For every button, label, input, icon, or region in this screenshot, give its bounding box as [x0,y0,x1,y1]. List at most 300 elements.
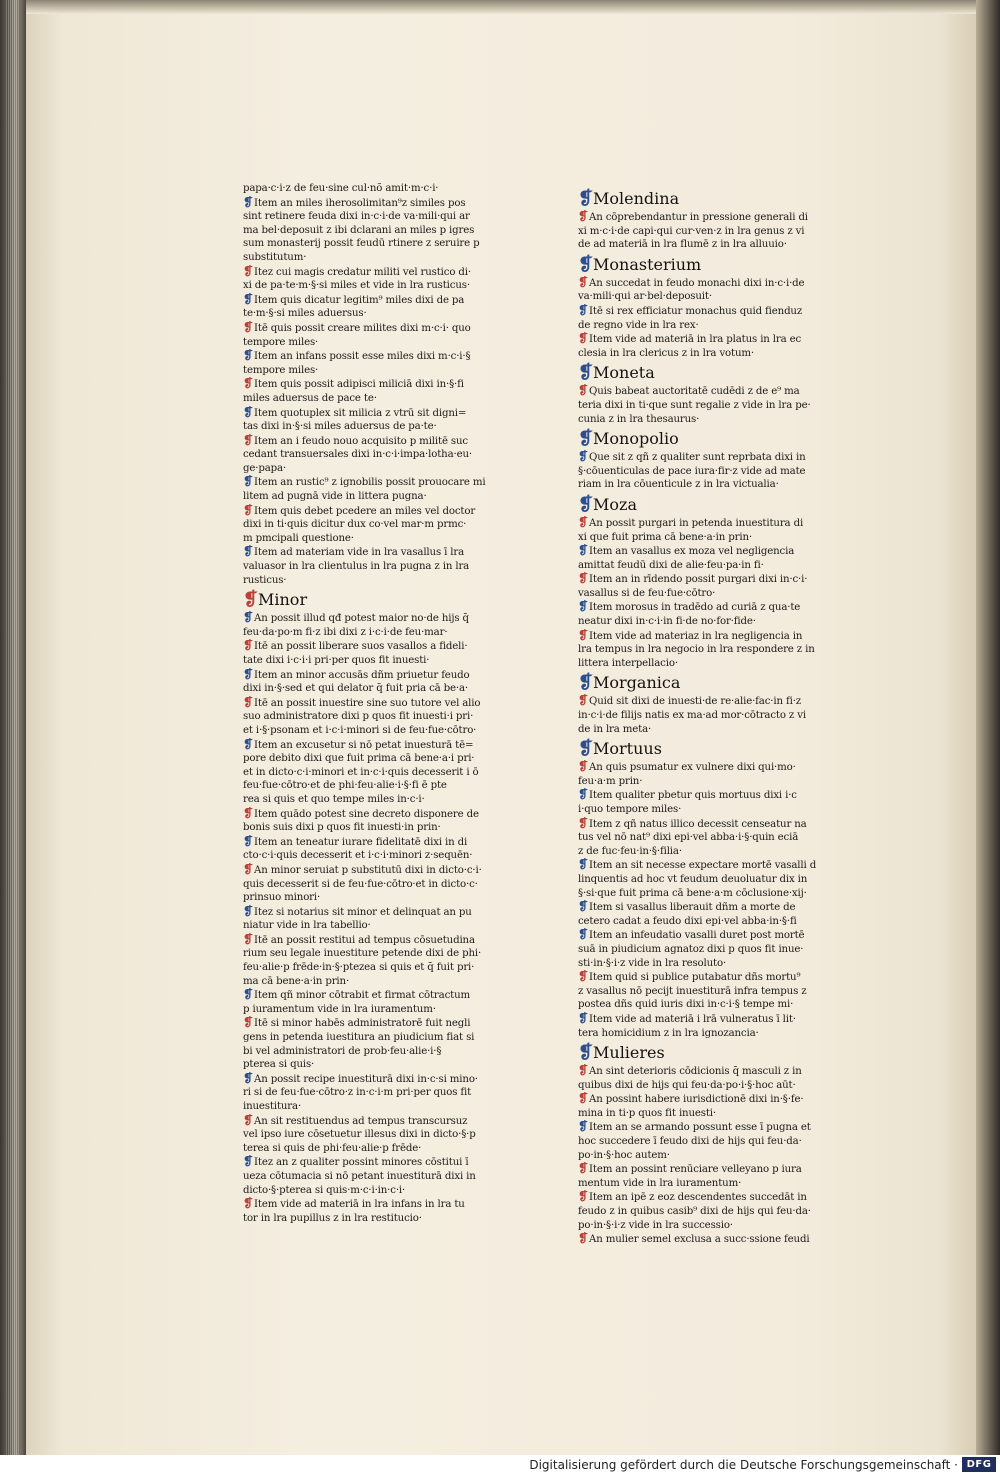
index-entry [578,1092,840,1120]
paragraph-mark-icon: ❡ [243,377,253,391]
text-line-content: An possit recipe inuestiturā dixi in·c·si mino· [254,1073,478,1085]
text-line [578,915,840,929]
text-line [243,574,525,588]
text-line [243,224,525,238]
text-line-content: quis decesserit si de feu·fue·cōtro·et in dicto·c· [243,878,478,890]
index-entry [578,450,840,492]
text-line-content: Item vide ad materiā i lrā vulneratus ī lit· [589,1013,796,1025]
text-line-content: sum monasterij possit feudū rtinere z seruire p [243,238,480,250]
text-line-content: cunia z in lra thesaurus· [578,413,700,425]
text-line-content: Item an vasallus ex moza vel negligencia [589,546,795,558]
text-line [243,779,525,793]
text-line-content: Item an excusetur si nō petat inuesturā tē= [254,739,474,751]
text-line [578,957,840,971]
paragraph-mark-icon: ❡ [578,1232,588,1246]
paragraph-mark-icon: ❡ [578,1092,588,1106]
text-line-content: amittat feudū dixi de alie·feu·pa·in fi· [578,559,764,571]
text-line-content: xi de pa·te·m·§·si miles et vide in lra rusticus· [243,280,470,292]
text-line-content: tate dixi i·c·i·i pri·per quos fit inuesti· [243,655,430,666]
text-line-content: Item qualiter pbetur quis mortuus dixi i·c [589,790,797,802]
text-line [243,293,525,308]
paragraph-mark-icon: ❡ [243,195,253,209]
paragraph-mark-icon: ❡ [578,515,588,529]
text-line [243,336,525,350]
text-line [578,1162,840,1177]
text-line-content: feudo z in quibus casib⁹ dixi de hijs qui feu·da· [578,1206,811,1218]
index-entry [243,639,525,667]
paragraph-mark-icon: ❡ [243,320,253,334]
text-line [243,1114,525,1129]
index-entry [243,668,525,696]
index-entry [243,321,525,349]
text-line [243,696,525,711]
text-line [578,831,840,845]
index-entry [243,1197,525,1225]
text-line [243,462,525,476]
text-line [578,1064,840,1079]
index-entry [578,928,840,970]
section-heading-label: Moza [593,494,637,514]
text-line-content: Item an possint renūciare velleyano p iura [589,1164,802,1176]
paragraph-mark-icon: ❡ [578,303,588,317]
text-line [243,251,525,265]
text-line [578,347,840,361]
text-line [578,225,840,239]
text-line [578,572,840,587]
index-entry [578,304,840,332]
paragraph-mark-icon: ❡ [243,264,253,278]
text-line [578,465,840,479]
text-line [243,835,525,850]
paragraph-mark-icon: ❡ [578,572,588,586]
text-line-content: et in dicto·c·i·minori et in·c·i·quis decesserit i ō [243,766,479,778]
text-line-content: hoc succedere ī feudo dixi de hijs qui feu·da· [578,1136,802,1148]
text-line [243,1128,525,1142]
index-entry [243,905,525,933]
text-line [578,1120,840,1135]
index-entry [578,694,840,736]
text-line-content: xi m·c·i·de capi·qui cur·ven·z in lra genus z vi [578,225,805,237]
index-entry [243,434,525,476]
text-line [243,182,525,196]
paragraph-mark-icon: ❡ [578,788,588,802]
section-heading [578,739,840,759]
text-line [243,1197,525,1212]
text-line [578,887,840,901]
text-line-content: Item an in rīdendo possit purgari dixi in·c·i· [589,574,808,586]
text-line [243,724,525,738]
text-line-content: postea dñs quid iuris dixi in·c·i·§ tempe mi· [578,999,794,1011]
text-line [243,975,525,989]
text-line-content: An minor seruiat p substitutū dixi in dicto·c·i· [254,864,482,876]
text-line [578,723,840,737]
text-line-content: substitutum· [243,251,307,263]
text-line [243,1031,525,1045]
text-line [243,752,525,766]
text-line-content: Item an se armando possunt esse ī pugna et [589,1122,811,1134]
text-line-content: inuestitura· [243,1101,302,1112]
text-line-content: tas dixi in·§·si miles aduersus de pa·te· [243,421,437,433]
text-line-content: feu·a·m prin· [578,775,643,787]
text-line [243,377,525,392]
text-line [243,545,525,560]
index-entry [243,406,525,434]
text-line [578,332,840,347]
text-line-content: te·m·§·si miles aduersus· [243,308,367,320]
text-column-right [578,186,840,1247]
book-gutter-right [976,0,1000,1455]
dfg-logo[interactable]: DFG [962,1457,996,1472]
text-line-content: Itē si rex efficiatur monachus quid fienduz [589,305,803,317]
text-line [578,1205,840,1219]
text-line-content: ma bel·deposuit z ibi dclarani an miles p igres [243,224,475,236]
text-line-content: Item quādo potest sine decreto disponere de [254,808,479,820]
text-line-content: Item an infans possit esse miles dixi m·c·i·§ [254,351,471,363]
text-line [578,985,840,999]
paragraph-mark-icon: ❡ [578,928,588,942]
section-heading-label: Moneta [593,363,655,383]
text-line-content: cto·c·i·quis decesserit et i·c·i·minori z·sequēn· [243,850,473,862]
index-entry [578,210,840,252]
page-stack-edge [6,0,20,1455]
text-line [243,490,525,504]
text-line-content: papa·c·i·z de feu·sine cul·nõ amit·m·c·i· [243,183,439,194]
text-line-content: niatur vide in lra tabellio· [243,920,371,932]
text-line-content: sint retinere feuda dixi in·c·i·de va·mili·qui ar [243,211,470,223]
text-line [578,970,840,985]
paragraph-mark-icon: ❡ [243,292,253,306]
text-line [578,290,840,304]
text-line-content: ge·papa· [243,462,287,474]
paragraph-mark-icon: ❡ [578,628,588,642]
text-line [243,307,525,321]
section-heading-label: Mulieres [593,1043,665,1063]
text-line-content: neatur dixi in·c·i·in fi·de no·for·fide· [578,616,756,628]
paragraph-mark-icon: ❡ [578,493,594,515]
index-entry [578,1232,840,1247]
text-line-content: An succedat in feudo monachi dixi in·c·i·de [589,277,805,289]
text-line [243,532,525,546]
text-line [243,448,525,462]
index-entry [578,276,840,304]
text-line [578,544,840,559]
text-line-content: z de fuc·feu·in·§·filia· [578,845,682,857]
text-line-content: cedant transuersales dixi in·c·i·impa·lotha·eu· [243,449,472,461]
text-line-content: An possit illud qđ potest maior no·de hijs q̄ [254,613,469,625]
paragraph-mark-icon: ❡ [578,1190,588,1204]
index-entry [243,1155,525,1197]
text-line [243,961,525,975]
paragraph-mark-icon: ❡ [243,1016,253,1030]
text-line [578,1107,840,1121]
text-line-content: Item z qñ natus illico decessit censeatur na [589,818,807,830]
text-line [578,643,840,657]
text-line [243,905,525,920]
text-line-content: linquentis ad hoc vt feudum deuoluatur dix in [578,873,808,885]
text-line-content: Que sit z qñ z qualiter sunt reprbata dixi in [589,452,806,464]
section-heading [578,189,840,209]
text-line-content: ri si de feu·fue·cōtro·z in·c·i·m pri·per quos fit [243,1087,472,1099]
text-line [578,629,840,644]
text-line [243,237,525,251]
paragraph-mark-icon: ❡ [243,904,253,918]
text-line-content: de regno vide in lra rex· [578,319,699,331]
text-line-content: cetero cadat a feudo dixi epi·vel abba·in·§·fi [578,915,797,927]
text-line-content: de ad materiā in lra flumē z in lra alluuio· [578,239,787,251]
text-line [243,710,525,724]
text-line [578,559,840,573]
text-line [243,988,525,1003]
text-line-content: tempore miles· [243,336,319,348]
text-line [578,694,840,709]
text-line-content: Quis babeat auctoritatē cudēdi z de e⁹ ma [589,386,800,398]
text-line-content: littera interpellacio· [578,657,678,669]
text-line [578,928,840,943]
paragraph-mark-icon: ❡ [243,806,253,820]
text-line-content: m pmcipali questione· [243,532,354,544]
text-line [578,1092,840,1107]
text-line-content: An quis psumatur ex vulnere dixi qui·mo· [589,762,796,774]
index-entry [578,332,840,360]
text-line [243,518,525,532]
text-line-content: p iuramentum vide in lra iuramentum· [243,1003,436,1015]
index-entry [243,475,525,503]
section-heading [578,1043,840,1063]
text-line [243,1016,525,1031]
text-line [578,998,840,1012]
text-line-content: Item quotuplex sit milicia z vtrū sit digni= [254,407,467,419]
index-entry [243,1072,525,1114]
text-line [578,817,840,832]
text-line [578,399,840,413]
text-line [243,849,525,863]
text-line [578,384,840,399]
text-line-content: teria dixi in ti·que sunt regalie z vide in lra pe· [578,399,811,411]
paragraph-mark-icon: ❡ [578,428,594,450]
text-line-content: ma cā bene·a·in prin· [243,975,350,987]
text-line-content: §·si·que fuit prima cā bene·a·m cōclusione·xij· [578,887,807,899]
index-entry [578,516,840,544]
text-line-content: Item ad materiam vide in lra vasallus ī lra [254,547,465,559]
text-line-content: clesia in lra clericus z in lra votum· [578,347,754,359]
index-entry [243,863,525,905]
text-line [243,891,525,905]
text-line-content: An mulier semel exclusa a succ·ssione feudi [589,1234,810,1246]
text-line [578,657,840,671]
text-line [243,947,525,961]
text-line-content: et i·§·psonam et i·c·i·minori si de feu·fue·cōtro· [243,724,477,736]
text-line [243,210,525,224]
paragraph-mark-icon: ❡ [578,858,588,872]
paragraph-mark-icon: ❡ [578,253,594,275]
index-entry [243,738,525,807]
index-entry [243,293,525,321]
text-line [243,349,525,364]
text-line-content: An cōprebendantur in pressione generali di [589,212,808,223]
text-line-content: Item an teneatur iurare fidelitatē dixi in di [254,836,468,848]
text-line [578,516,840,531]
index-entry [243,1016,525,1071]
text-line-content: Item an ipē z eoz descendentes succedāt in [589,1192,807,1204]
section-heading-label: Mortuus [593,739,662,759]
paragraph-mark-icon: ❡ [578,672,594,694]
index-entry [578,788,840,816]
text-line [243,196,525,211]
text-line [243,504,525,519]
text-line [243,406,525,421]
text-line [578,845,840,859]
text-line [243,807,525,822]
text-line [578,1190,840,1205]
paragraph-mark-icon: ❡ [578,210,588,223]
text-line-content: mentum vide in lra iuramentum· [578,1177,742,1189]
text-line-content: feu·fue·cōtro·et de phi·feu·alie·i·§·fi ē pte [243,780,447,792]
text-line-content: pore debito dixi que fuit prima cā bene·a·i pri· [243,753,475,765]
text-line [578,1135,840,1149]
text-line-content: litem ad pugnā vide in littera pugna· [243,491,427,503]
text-line [243,420,525,434]
text-line-content: bi vel administratori de prob·feu·alie·i·§ [243,1045,442,1057]
text-line-content: Itez an z qualiter possint minores cōstitui ī [254,1157,469,1169]
index-entry [243,807,525,835]
text-line [243,654,525,668]
text-line-content: §·cōuenticulas de pace iura·fir·z vide ad mate [578,465,806,477]
paragraph-mark-icon: ❡ [243,475,253,489]
text-line-content: po·in·§·i·z vide in lra successio· [578,1219,733,1231]
text-line-content: Itē an possit liberare suos vasallos a fideli· [254,641,468,653]
text-line-content: tempore miles· [243,364,319,376]
paragraph-mark-icon: ❡ [578,1120,588,1134]
paragraph-mark-icon: ❡ [578,275,588,289]
text-line-content: i·quo tempore miles· [578,804,682,815]
text-line [578,413,840,427]
index-entry [243,835,525,863]
text-line-content: rusticus· [243,574,287,586]
paragraph-mark-icon: ❡ [243,834,253,848]
footer-credit-text: Digitalisierung gefördert durch die Deutsche Forschungsgemeinschaft · [529,1458,958,1472]
text-line-content: miles aduersus de pace te· [243,392,377,404]
text-line [578,450,840,465]
text-line [578,900,840,915]
text-line-content: po·in·§·hoc autem· [578,1149,670,1161]
text-line-content: rea si quis et quo tempe miles in·c·i· [243,793,425,805]
text-line-content: Item quid si publice putabatur dñs mortu⁹ [589,972,801,984]
text-line [243,1045,525,1059]
paragraph-mark-icon: ❡ [243,695,253,709]
text-line-content: terea si quis de phi·feu·alie·p frēde· [243,1142,422,1154]
index-entry [243,611,525,639]
text-line [578,1149,840,1163]
index-entry [243,933,525,988]
paragraph-mark-icon: ❡ [243,1071,253,1085]
text-line-content: pterea si quis· [243,1059,315,1071]
text-line-content: de in lra meta· [578,723,652,735]
text-line [578,276,840,291]
index-entry [243,265,525,293]
section-heading [578,255,840,275]
text-line [578,760,840,775]
text-line-content: Item vide ad materiā in lra infans in lra tu [254,1199,465,1211]
text-line [243,364,525,378]
paragraph-mark-icon: ❡ [578,384,588,398]
text-line-content: dixi in ti·quis dicitur dux co·vel mar·m prmc· [243,519,467,531]
text-line [243,1086,525,1100]
text-line-content: vasallus si de feu·fue·cōtro· [578,587,716,599]
index-entry [243,696,525,738]
footer-bar [0,1455,1000,1475]
text-line-content: tera homicidium z in lra ignozancia· [578,1027,759,1039]
text-line-content: valuasor in lra clientulus in lra pugna z in lra [243,561,470,573]
text-line-content: Itē quis possit creare milites dixi m·c·i· quo [254,322,471,334]
text-line [243,766,525,780]
text-line [578,238,840,252]
text-line-content: Item an i feudo nouo acquisito p militē suc [254,435,468,447]
text-line-content: quibus dixi de hijs qui feu·da·po·i·§·hoc aūt· [578,1079,796,1091]
text-line [578,709,840,723]
text-line-content: Item morosus in tradēdo ad curiā z qua·te [589,602,801,614]
text-line-content: bonis suis dixi p quos fit inuesti·in prin· [243,822,441,834]
text-line [578,210,840,225]
text-line [578,319,840,333]
index-entry [243,182,525,196]
paragraph-mark-icon: ❡ [578,900,588,914]
text-line-content: vel ipso iure cōsetuetur illesus dixi in dicto·§·p [243,1129,476,1141]
paragraph-mark-icon: ❡ [578,1162,588,1176]
paragraph-mark-icon: ❡ [243,862,253,876]
paragraph-mark-icon: ❡ [578,760,588,774]
index-entry [578,1012,840,1040]
text-line [578,304,840,319]
text-line-content: gens in petenda iuestitura an piudicium fiat si [243,1032,475,1044]
paragraph-mark-icon: ❡ [243,639,253,653]
text-line [243,933,525,948]
text-line-content: An sint deterioris cōdicionis q̄ masculi z in [589,1066,802,1078]
paragraph-mark-icon: ❡ [243,1197,253,1211]
section-heading [578,429,840,449]
index-entry [243,349,525,377]
text-line [243,1212,525,1226]
text-line [578,478,840,492]
text-line [243,611,525,626]
text-line-content: va·mili·qui ar·bel·deposuit· [578,291,712,303]
paragraph-mark-icon: ❡ [243,932,253,946]
text-line [243,1100,525,1114]
text-line-content: Item quis dicatur legitim⁹ miles dixi de pa [254,294,465,306]
text-line-content: suā in piudicium agnatoz dixi p quos fit inue· [578,943,804,955]
text-line [243,279,525,293]
index-entry [243,196,525,265]
text-line [243,626,525,640]
index-entry [578,1120,840,1162]
text-column-left [243,182,525,1225]
text-line-content: An possint habere iurisdictionē dixi in·§·fe· [589,1094,804,1106]
section-heading [578,363,840,383]
text-line [243,863,525,878]
text-line-content: Itē an possit restitui ad tempus cōsuetudina [254,934,475,946]
text-line [578,858,840,873]
index-entry [243,1114,525,1156]
index-entry [578,970,840,1012]
index-entry [578,629,840,671]
text-line [578,943,840,957]
paragraph-mark-icon: ❡ [578,600,588,614]
text-line-content: suo administratore dixi p quos fit inuesti·i pri· [243,711,474,723]
text-line [578,1027,840,1041]
text-line [578,873,840,887]
text-line-content: tor in lra pupillus z in lra restitucio· [243,1212,422,1224]
section-heading-label: Monopolio [593,429,679,449]
paragraph-mark-icon: ❡ [578,970,588,984]
